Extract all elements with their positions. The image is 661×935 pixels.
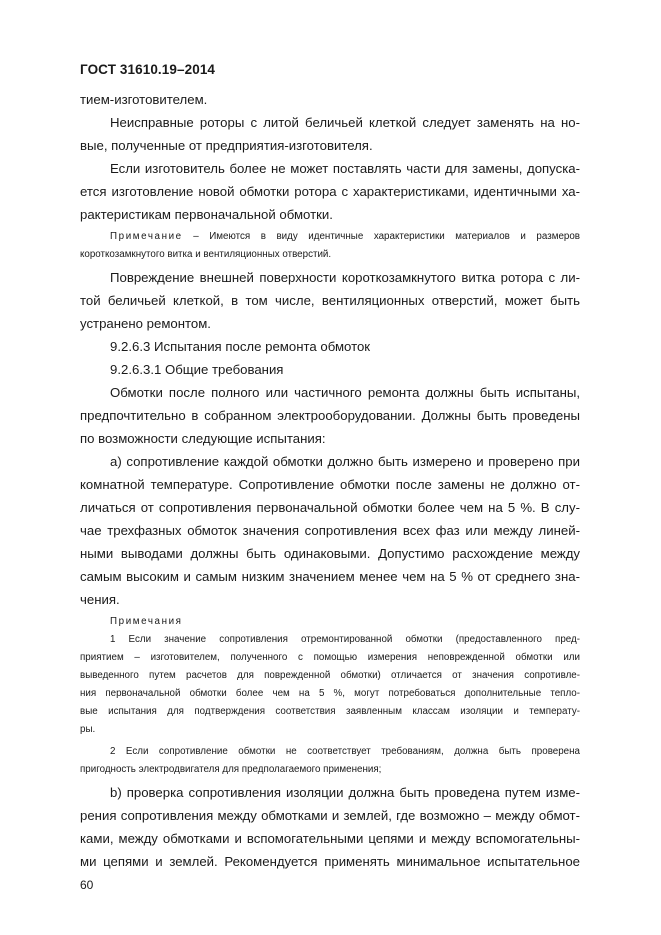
note-line: ры.	[80, 724, 96, 735]
paragraph-line: рактеристикам первоначальной обмотки.	[80, 207, 333, 222]
paragraph-line: вые, полученные от предприятия-изготовителя.	[80, 138, 373, 153]
document-body	[80, 88, 580, 873]
paragraph-surface-damage	[80, 266, 580, 335]
paragraph-line: самым высоким и самым низким значением менее чем на 5 % от среднего зна-	[80, 569, 580, 584]
paragraph-line: ками, между обмотками и вспомогательными цепями и между вспомогательны-	[80, 831, 580, 846]
paragraph-line: а) сопротивление каждой обмотки должно быть измерено и проверено при	[110, 454, 580, 469]
note-line: ния первоначальной обмотки более чем на 5 %, могут потребоваться дополнительные тепло-	[80, 688, 580, 699]
note-line: выведенного путем расчетов для поврежденной обмотки) отличается от значения сопротивле-	[80, 670, 580, 681]
note-1	[80, 631, 580, 739]
paragraph-line: Если изготовитель более не может поставлять части для замены, допуска-	[110, 161, 580, 176]
paragraph-line: Неисправные роторы с литой беличьей клеткой следует заменять на но-	[110, 115, 580, 130]
note-text: – Имеются в виду идентичные характеристики материалов и размеров	[182, 231, 580, 242]
note-line: 2 Если сопротивление обмотки не соответствует требованиям, должна быть проверена	[110, 746, 580, 757]
paragraph-line: Повреждение внешней поверхности короткозамкнутого витка ротора с ли-	[110, 270, 580, 285]
note-line	[80, 228, 580, 246]
paragraph-line: личаться от сопротивления первоначальной обмотки более чем на 5 %. В слу-	[80, 500, 580, 515]
subsection-heading: 9.2.6.3.1 Общие требования	[110, 362, 284, 377]
paragraph-line: тием-изготовителем.	[80, 92, 208, 107]
notes-label: Примечания	[110, 616, 183, 627]
paragraph-defective-rotors	[80, 111, 580, 157]
paragraph-line: b) проверка сопротивления изоляции должна быть проведена путем изме-	[110, 785, 580, 800]
paragraph-line: чения.	[80, 592, 120, 607]
note-line: пригодность электродвигателя для предполагаемого применения;	[80, 764, 382, 775]
paragraph-tests	[80, 381, 580, 450]
paragraph-line: ми цепями и землей. Рекомендуется применять минимальное испытательное	[80, 854, 580, 869]
paragraph-line: по возможности следующие испытания:	[80, 431, 326, 446]
notes-label-line	[80, 613, 580, 631]
paragraph-line: той беличьей клеткой, в том числе, вентиляционных отверстий, может быть	[80, 293, 580, 308]
paragraph-line: предпочтительно в собранном электрооборудовании. Должны быть проведены	[80, 408, 580, 423]
list-item-b	[80, 781, 580, 873]
list-item-a	[80, 450, 580, 611]
section-heading: 9.2.6.3 Испытания после ремонта обмоток	[110, 339, 371, 354]
note-2	[80, 743, 580, 779]
note-label: Примечание	[110, 231, 183, 242]
note-line: 1 Если значение сопротивления отремонтированной обмотки (предоставленного пред-	[110, 634, 580, 645]
paragraph-line: рения сопротивления между обмотками и землей, где возможно – между обмот-	[80, 808, 580, 823]
paragraph-line: Обмотки после полного или частичного ремонта должны быть испытаны,	[110, 385, 580, 400]
paragraph-line: комнатной температуре. Сопротивление обмотки после замены не должно от-	[80, 477, 580, 492]
paragraph-line: чае трехфазных обмоток значения сопротивления всех фаз или между линей-	[80, 523, 580, 538]
note-line: вые испытания для подтверждения соответствия заявленным классам изоляции и температу-	[80, 706, 580, 717]
paragraph-line: устранено ремонтом.	[80, 316, 211, 331]
paragraph-line: ными выводами должны быть одинаковыми. Допустимо расхождение между	[80, 546, 580, 561]
paragraph-new-winding	[80, 157, 580, 226]
page-number: 60	[80, 878, 94, 892]
standard-header: ГОСТ 31610.19–2014	[80, 62, 216, 77]
notes-block	[80, 613, 580, 779]
paragraph-line: ется изготовление новой обмотки ротора с характеристиками, идентичными ха-	[80, 184, 580, 199]
note-line: короткозамкнутого витка и вентиляционных отверстий.	[80, 249, 332, 260]
note-line: приятием – изготовителем, полученного с помощью измерения неповрежденной обмотки или	[80, 652, 580, 663]
note-block	[80, 228, 580, 264]
